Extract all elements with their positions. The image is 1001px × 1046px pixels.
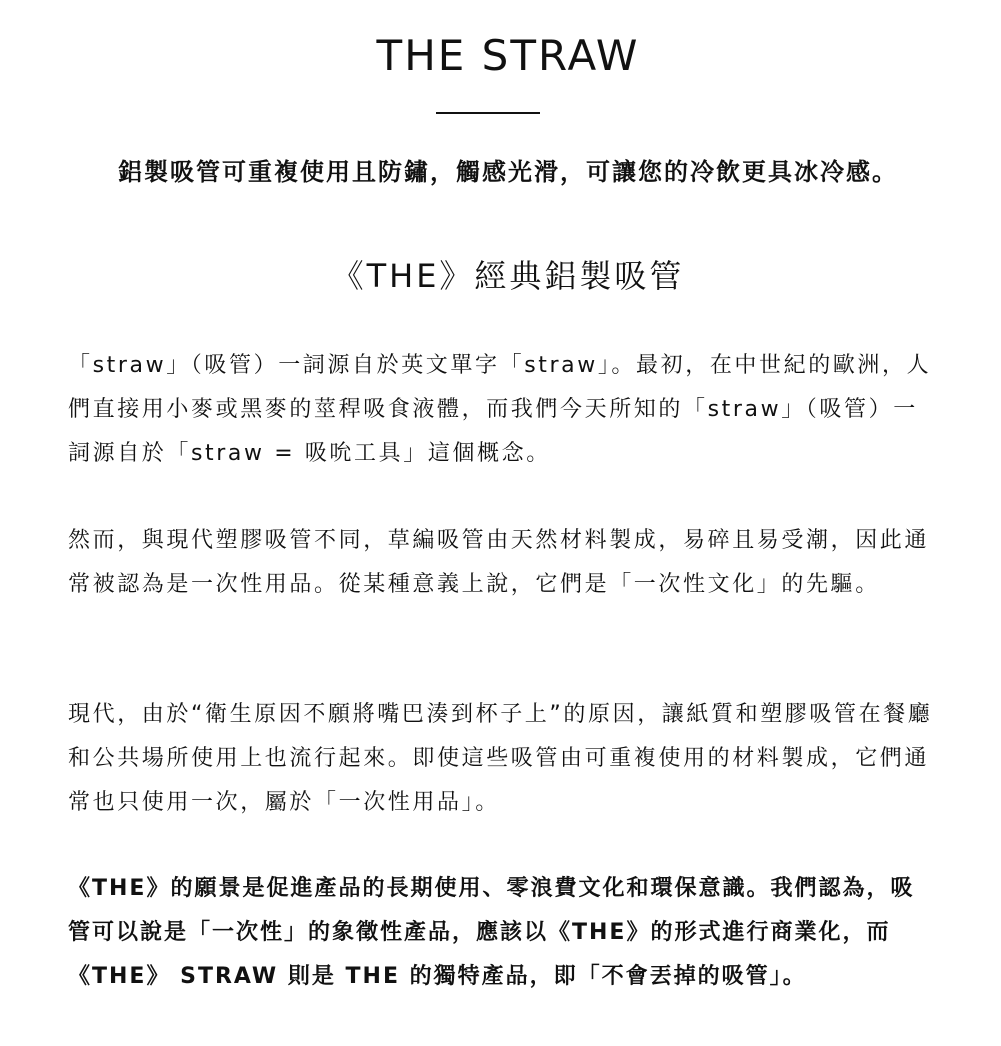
- paragraph-history: 然而，與現代塑膠吸管不同，草編吸管由天然材料製成，易碎且易受潮，因此通常被認為是一次性用品。從某種意義上說，它們是「一次性文化」的先驅。: [68, 528, 930, 597]
- page-title: THE STRAW: [376, 31, 640, 80]
- section-subtitle: 《THE》經典鋁製吸管: [331, 257, 685, 295]
- paragraph-origin: 「straw」（吸管）一詞源自於英文單字「straw」。最初，在中世紀的歐洲，人們直接用小麥或黑麥的莖稈吸食液體，而我們今天所知的「straw」（吸管）一詞源自於「straw = 吸吮工具」這個概念。: [68, 353, 932, 466]
- title-divider: [436, 112, 540, 114]
- paragraph-modern: 現代，由於“衛生原因不願將嘴巴湊到杯子上”的原因，讓紙質和塑膠吸管在餐廳和公共場所使用上也流行起來。即使這些吸管由可重複使用的材料製成，它們通常也只使用一次，屬於「一次性用品」。: [68, 702, 933, 815]
- paragraph-vision: 《THE》的願景是促進產品的長期使用、零浪費文化和環保意識。我們認為，吸管可以說是「一次性」的象徵性產品，應該以《THE》的形式進行商業化，而《THE》 STRAW 則是 THE 的獨特產品，即「不會丟掉的吸管」。: [68, 876, 915, 989]
- tagline: 鋁製吸管可重複使用且防鏽，觸感光滑，可讓您的冷飲更具冰冷感。: [118, 158, 898, 186]
